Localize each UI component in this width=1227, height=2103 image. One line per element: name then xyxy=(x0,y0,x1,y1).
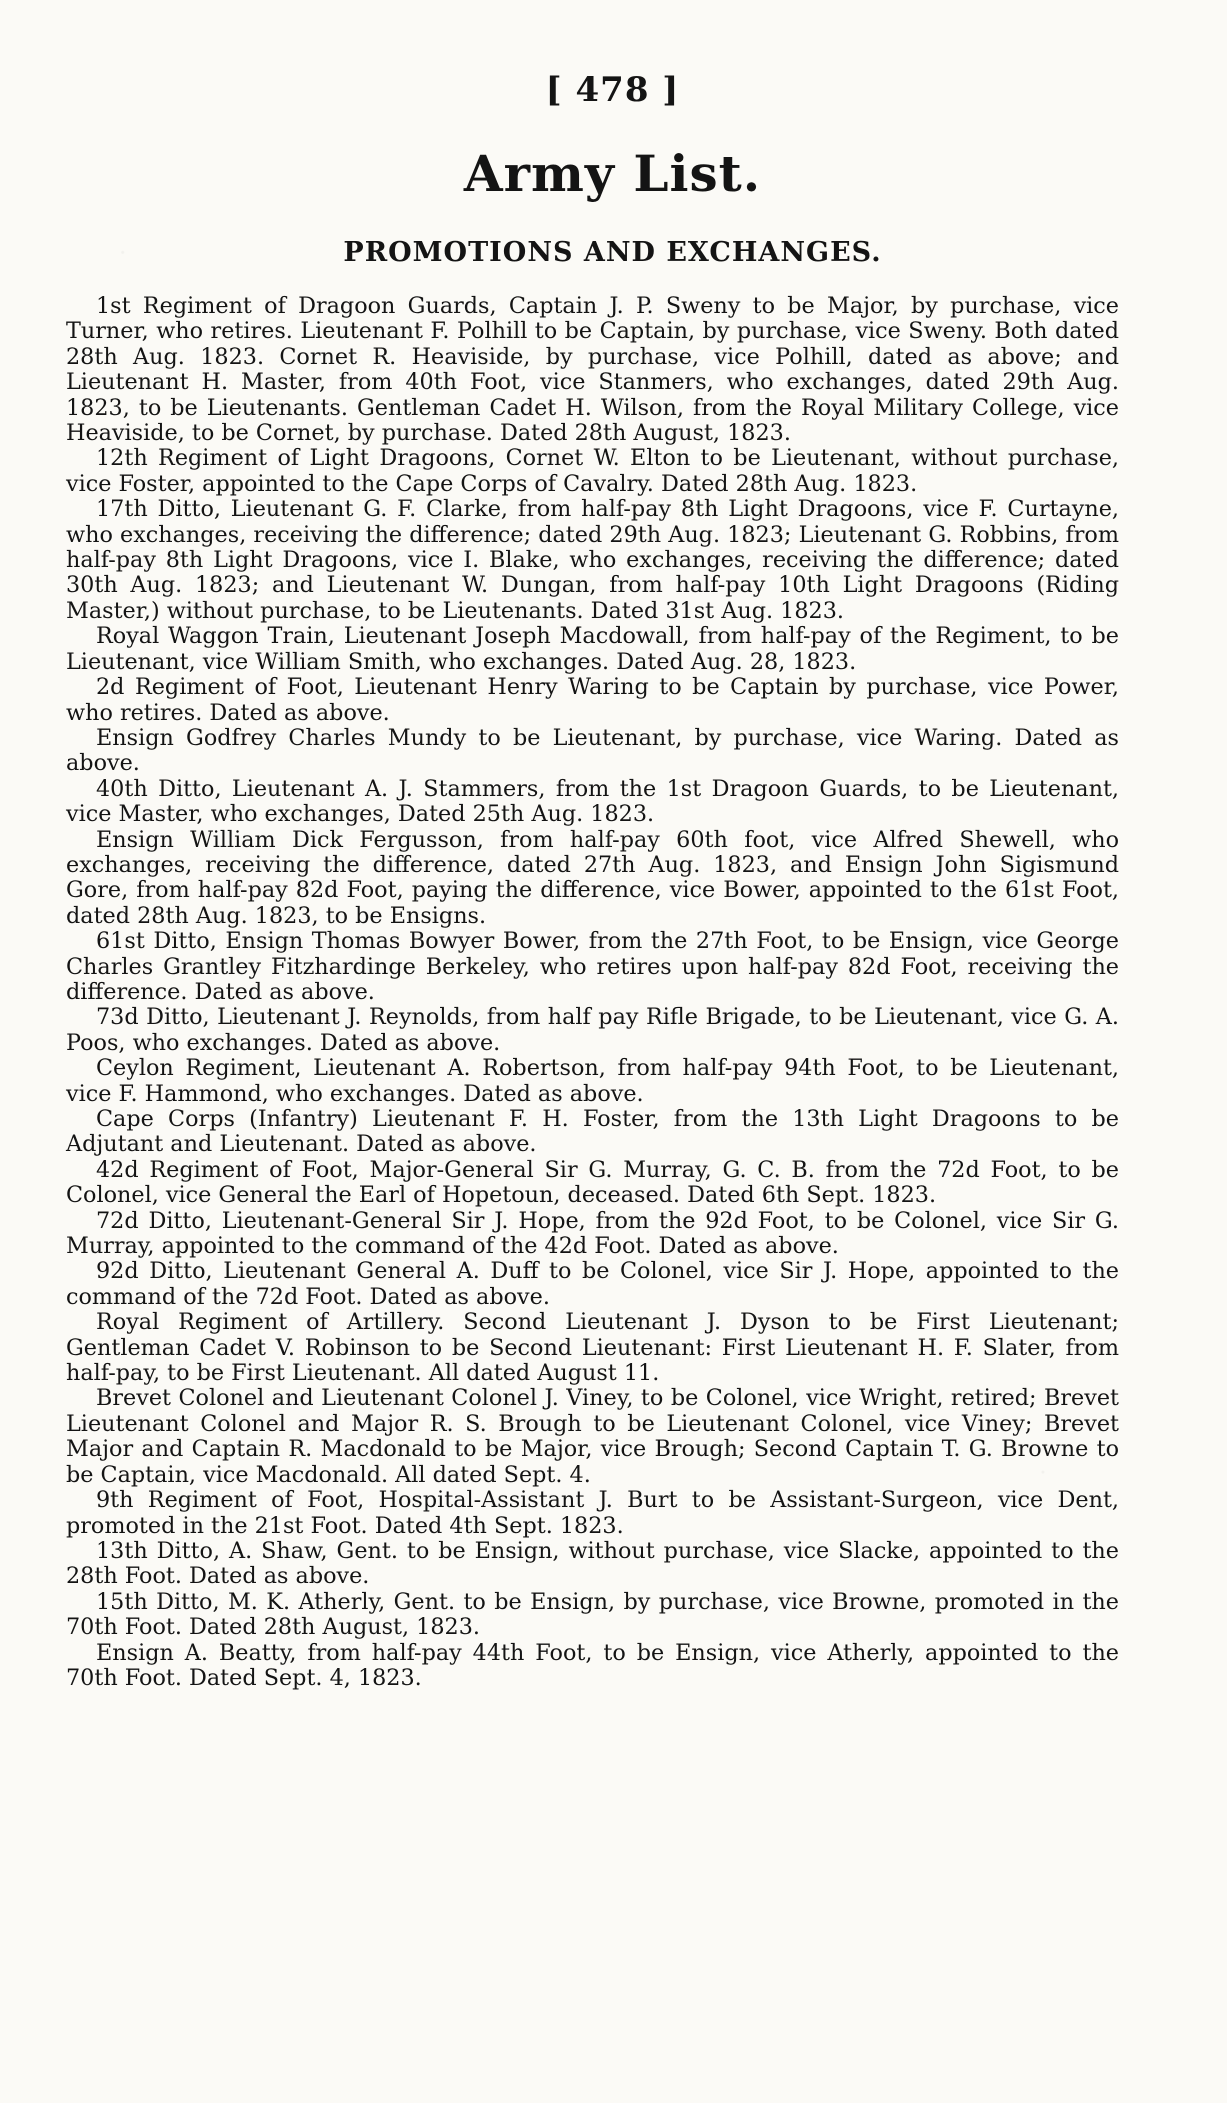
paragraph-61st-ditto: 61st Ditto, Ensign Thomas Bowyer Bower, from the 27th Foot, to be Ensign, vice George Charles Grantley Fitzhardinge Berkeley, who retires upon half-pay 82d Foot, receiving the difference. Dated as above. xyxy=(66,928,1119,1005)
paragraph-40th-ditto: 40th Ditto, Lieutenant A. J. Stammers, from the 1st Dragoon Guards, to be Lieutenant, vice Master, who exchanges, Dated 25th Aug. 1823. xyxy=(66,775,1119,828)
page-number: [ 478 ] xyxy=(545,70,680,110)
paragraph-ensign-fergusson: Ensign William Dick Fergusson, from half-pay 60th foot, vice Alfred Shewell, who exchanges, receiving the difference, dated 27th Aug. 1823, and Ensign John Sigismund Gore, from half-pay 82d Foot, paying the difference, vice Bower, appointed to the 61st Foot, dated 28th Aug. 1823, to be Ensigns. xyxy=(66,826,1119,929)
paragraph-15th-ditto: 15th Ditto, M. K. Atherly, Gent. to be Ensign, by purchase, vice Browne, promoted in the 70th Foot. Dated 28th August, 1823. xyxy=(66,1588,1119,1641)
paragraph-dragoon-guards: 1st Regiment of Dragoon Guards, Captain J. P. Sweny to be Major, by purchase, vice Turner, who retires. Lieutenant F. Polhill to be Captain, by purchase, vice Sweny. Both dated 28th Aug. 1823. Cornet R. Heaviside, by purchase, vice Polhill, dated as above; and Lieutenant H. Master, from 40th Foot, vice Stanmers, who exchanges, dated 29th Aug. 1823, to be Lieutenants. Gentleman Cadet H. Wilson, from the Royal Military College, vice Heaviside, to be Cornet, by purchase. Dated 28th August, 1823. xyxy=(66,293,1119,447)
paragraph-73d-ditto: 73d Ditto, Lieutenant J. Reynolds, from half pay Rifle Brigade, to be Lieutenant, vice G. A. Poos, who exchanges. Dated as above. xyxy=(66,1004,1119,1056)
paragraph-2d-regiment-foot: 2d Regiment of Foot, Lieutenant Henry Waring to be Captain by purchase, vice Power, who retires. Dated as above. xyxy=(66,674,1119,726)
paragraph-brevet-colonel: Brevet Colonel and Lieutenant Colonel J. Viney, to be Colonel, vice Wright, retired; Brevet Lieutenant Colonel and Major R. S. Brough to be Lieutenant Colonel, vice Viney; Brevet Major and Captain R. Macdonald to be Major, vice Brough; Second Captain T. G. Browne to be Captain, vice Macdonald. All dated Sept. 4. xyxy=(66,1385,1119,1488)
paragraph-ceylon-regiment: Ceylon Regiment, Lieutenant A. Robertson, from half-pay 94th Foot, to be Lieutenant, vice F. Hammond, who exchanges. Dated as above. xyxy=(66,1055,1119,1107)
paragraph-ensign-beatty: Ensign A. Beatty, from half-pay 44th Foot, to be Ensign, vice Atherly, appointed to the 70th Foot. Dated Sept. 4, 1823. xyxy=(66,1639,1119,1691)
paragraph-9th-regiment: 9th Regiment of Foot, Hospital-Assistant J. Burt to be Assistant-Surgeon, vice Dent, promoted in the 21st Foot. Dated 4th Sept. 1823. xyxy=(66,1487,1119,1539)
paragraph-42d-regiment: 42d Regiment of Foot, Major-General Sir G. Murray, G. C. B. from the 72d Foot, to be Colonel, vice General the Earl of Hopetoun, deceased. Dated 6th Sept. 1823. xyxy=(66,1156,1119,1209)
paragraph-72d-ditto: 72d Ditto, Lieutenant-General Sir J. Hope, from the 92d Foot, to be Colonel, vice Sir G. Murray, appointed to the command of the 42d Foot. Dated as above. xyxy=(66,1207,1119,1260)
paragraph-17th-ditto: 17th Ditto, Lieutenant G. F. Clarke, from half-pay 8th Light Dragoons, vice F. Curtayne, who exchanges, receiving the difference; dated 29th Aug. 1823; Lieutenant G. Robbins, from half-pay 8th Light Dragoons, vice I. Blake, who exchanges, receiving the difference; dated 30th Aug. 1823; and Lieutenant W. Dungan, from half-pay 10th Light Dragoons (Riding Master,) without purchase, to be Lieutenants. Dated 31st Aug. 1823. xyxy=(66,496,1119,624)
article-body xyxy=(66,294,1119,1691)
section-heading: PROMOTIONS AND EXCHANGES. xyxy=(343,237,882,268)
paragraph-92d-ditto: 92d Ditto, Lieutenant General A. Duff to be Colonel, vice Sir J. Hope, appointed to the command of the 72d Foot. Dated as above. xyxy=(66,1258,1119,1310)
paragraph-13th-ditto: 13th Ditto, A. Shaw, Gent. to be Ensign, without purchase, vice Slacke, appointed to the 28th Foot. Dated as above. xyxy=(66,1537,1119,1590)
paragraph-ensign-mundy: Ensign Godfrey Charles Mundy to be Lieutenant, by purchase, vice Waring. Dated as above. xyxy=(66,724,1119,777)
page-title: Army List. xyxy=(463,144,762,203)
paragraph-royal-artillery: Royal Regiment of Artillery. Second Lieutenant J. Dyson to be First Lieutenant; Gentleman Cadet V. Robinson to be Second Lieutenant: First Lieutenant H. F. Slater, from half-pay, to be First Lieutenant. All dated August 11. xyxy=(66,1309,1119,1387)
paragraph-12th-light-dragoons: 12th Regiment of Light Dragoons, Cornet W. Elton to be Lieutenant, without purchase, vice Foster, appointed to the Cape Corps of Cavalry. Dated 28th Aug. 1823. xyxy=(66,445,1119,497)
paragraph-royal-waggon-train: Royal Waggon Train, Lieutenant Joseph Macdowall, from half-pay of the Regiment, to be Lieutenant, vice William Smith, who exchanges. Dated Aug. 28, 1823. xyxy=(66,623,1119,675)
paragraph-cape-corps: Cape Corps (Infantry) Lieutenant F. H. Foster, from the 13th Light Dragoons to be Adjutant and Lieutenant. Dated as above. xyxy=(66,1106,1119,1158)
